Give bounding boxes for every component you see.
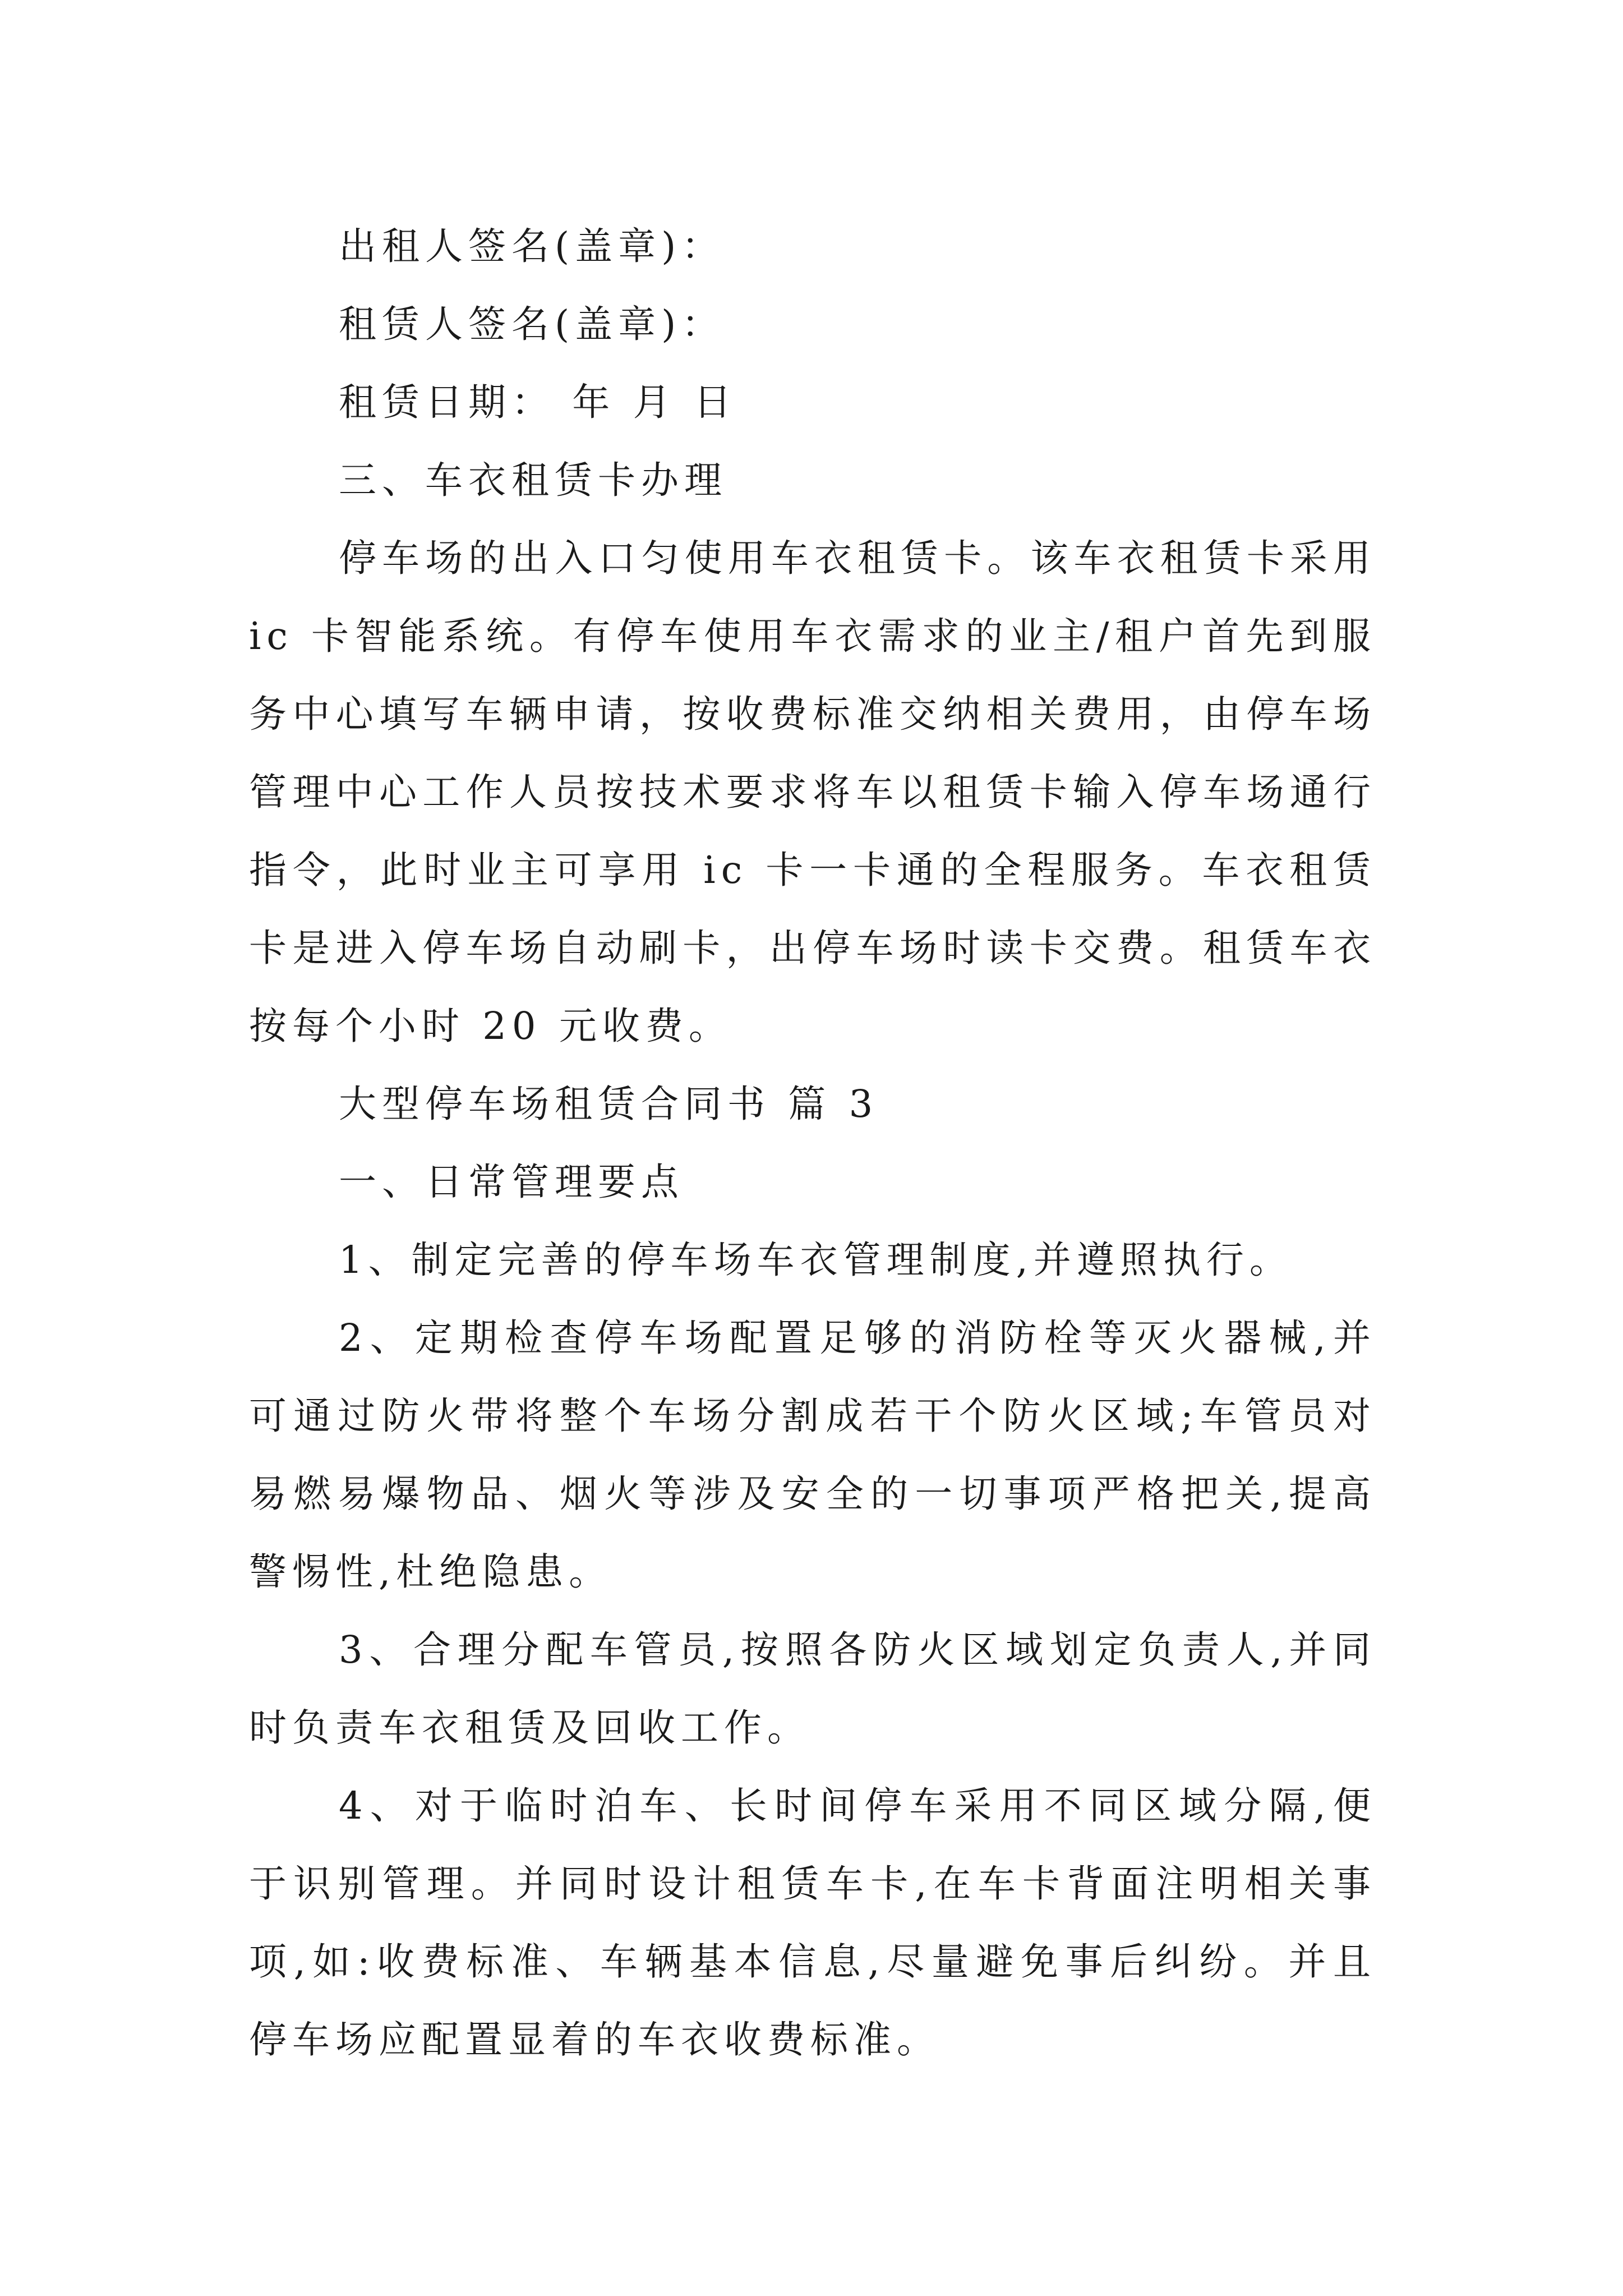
lease-date-line: 租赁日期： 年 月 日 — [339, 380, 737, 424]
management-point-4: 4、对于临时泊车、长时间停车采用不同区域分隔,便于识别管理。并同时设计租赁车卡,在车卡背面注明相关事项,如:收费标准、车辆基本信息,尽量避免事后纠纷。并且停车场应配置显着的车衣收费标准。 — [249, 1784, 1376, 2062]
section-heading-rental-card: 三、车衣租赁卡办理 — [339, 458, 727, 502]
management-point-1: 1、制定完善的停车场车衣管理制度,并遵照执行。 — [339, 1238, 1293, 1282]
management-point-2: 2、定期检查停车场配置足够的消防栓等灭火器械,并可通过防火带将整个车场分割成若干个防火区域;车管员对易燃易爆物品、烟火等涉及安全的一切事项严格把关,提高警惕性,杜绝隐患。 — [249, 1316, 1376, 1594]
lessee-signature-line: 租赁人签名(盖章)： — [339, 302, 725, 346]
management-point-3: 3、合理分配车管员,按照各防火区域划定负责人,并同时负责车衣租赁及回收工作。 — [249, 1628, 1376, 1750]
document-body — [249, 208, 1376, 2079]
section-heading-daily-management: 一、日常管理要点 — [339, 1160, 684, 1204]
contract-part-title: 大型停车场租赁合同书 篇 3 — [339, 1082, 879, 1126]
rental-card-paragraph: 停车场的出入口匀使用车衣租赁卡。该车衣租赁卡采用ic 卡智能系统。有停车使用车衣需求的业主/租户首先到服务中心填写车辆申请，按收费标准交纳相关费用，由停车场管理中心工作人员按技术要求将车以租赁卡输入停车场通行指令，此时业主可享用 ic 卡一卡通的全程服务。车衣租赁卡是进入停车场自动刷卡，出停车场时读卡交费。租赁车衣按每个小时 20 元收费。 — [249, 536, 1376, 1048]
lessor-signature-line: 出租人签名(盖章)： — [339, 224, 725, 268]
